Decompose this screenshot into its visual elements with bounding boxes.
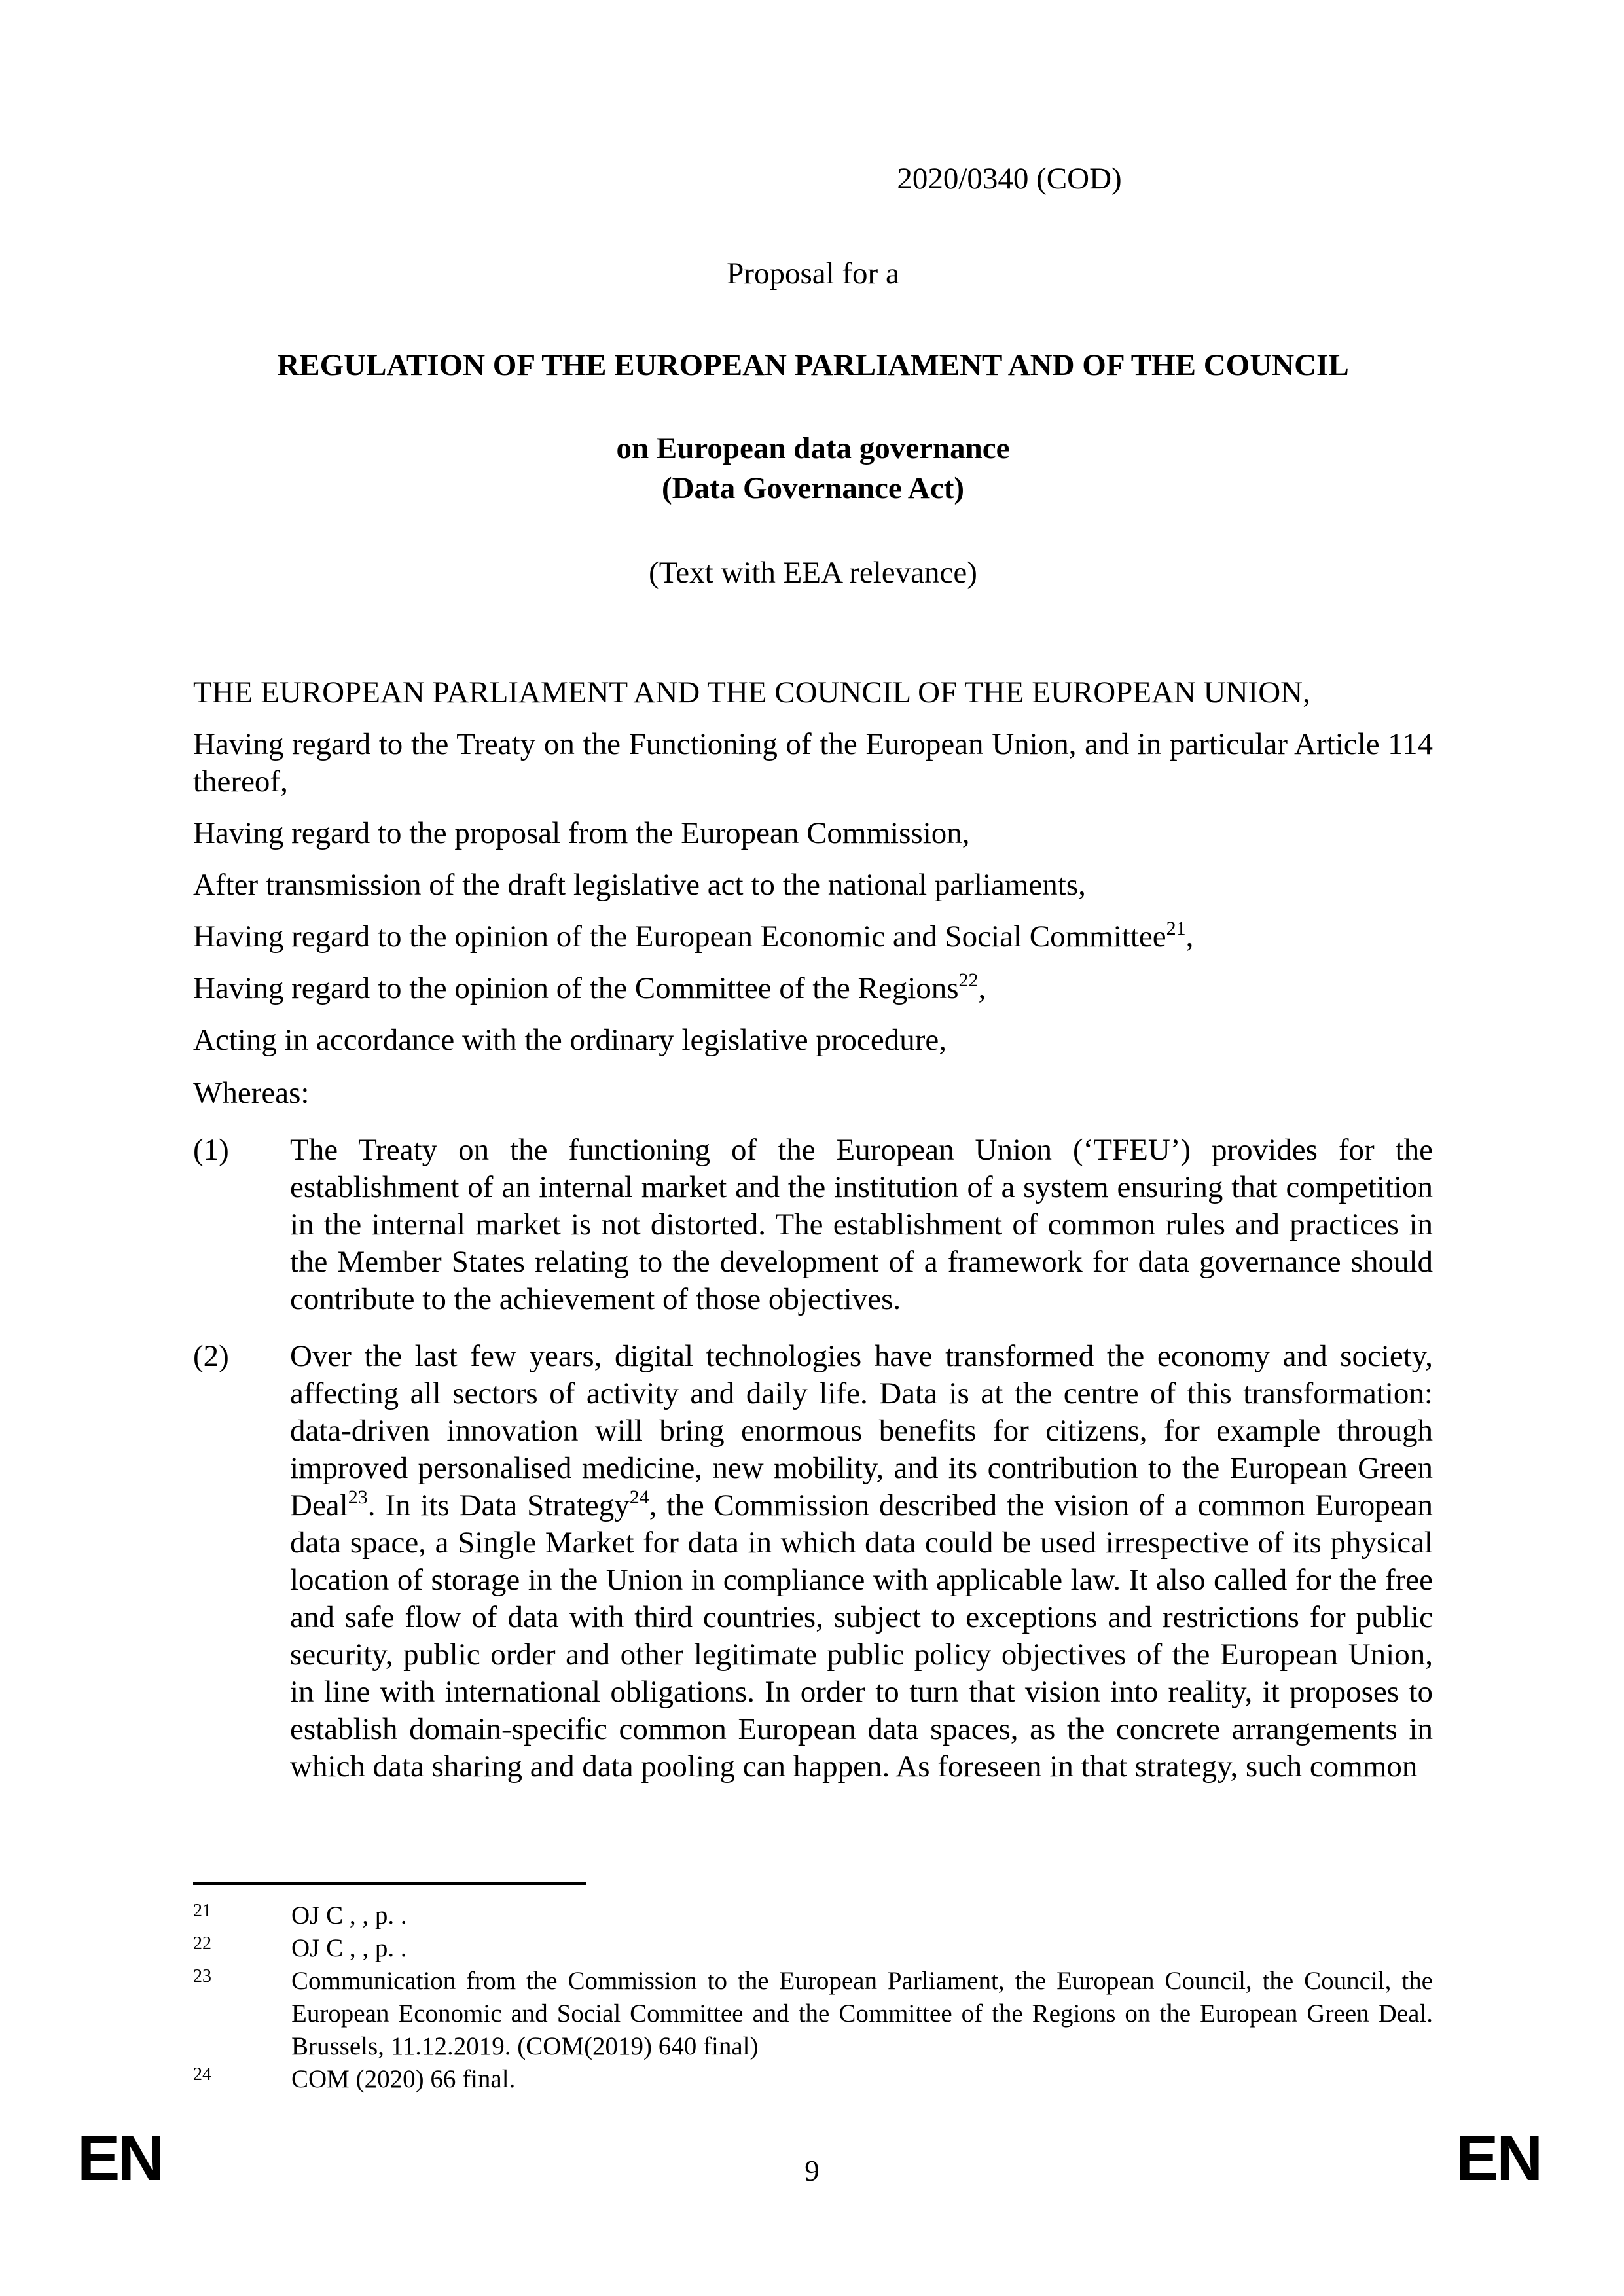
recital-2-number: (2) — [193, 1339, 229, 1373]
footnote-section — [193, 1882, 1433, 2096]
eea-relevance-note: (Text with EEA relevance) — [649, 556, 977, 590]
subtitle-line-1: on European data governance — [616, 431, 1010, 465]
citation-proposal: Having regard to the proposal from the European Commission, — [193, 816, 970, 850]
footnote-21-text: OJ C , , p. . — [291, 1901, 407, 1929]
citation-committee-text: Having regard to the opinion of the European Economic and Social Committee — [193, 920, 1166, 954]
recital-1-number: (1) — [193, 1133, 229, 1167]
footnote-24-number: 24 — [193, 2064, 211, 2085]
footnote-21-number: 21 — [193, 1901, 211, 1921]
recital-2 — [193, 1338, 1433, 1785]
footnote-separator-line — [193, 1882, 586, 1885]
footer-language-left: EN — [77, 2122, 163, 2194]
citation-regions-after: , — [978, 971, 986, 1005]
procedure-reference: 2020/0340 (COD) — [897, 162, 1122, 196]
footnote-21 — [193, 1899, 1433, 1932]
footnote-22-number: 22 — [193, 1933, 211, 1954]
footnote-ref-22: 22 — [958, 969, 979, 991]
footnote-22 — [193, 1932, 1433, 1965]
preamble-opening: THE EUROPEAN PARLIAMENT AND THE COUNCIL OF THE EUROPEAN UNION, — [193, 675, 1310, 709]
recital-2-seg2: . In its Data Strategy — [367, 1488, 630, 1522]
recital-2-text — [290, 1338, 1433, 1785]
footnote-24-text: COM (2020) 66 final. — [291, 2065, 516, 2093]
footnote-23-number: 23 — [193, 1966, 211, 1986]
footnote-ref-23: 23 — [348, 1486, 368, 1508]
document-subtitle — [193, 429, 1433, 509]
citation-transmission: After transmission of the draft legislative act to the national parliaments, — [193, 868, 1086, 902]
footnote-ref-24: 24 — [629, 1486, 649, 1508]
subtitle-line-2: (Data Governance Act) — [661, 471, 965, 505]
footnote-23-text: Communication from the Commission to the European Parliament, the European Council, the Council, the European Economic and Social Committee and the Committee of the Regions on the European Green Deal. Brussels, 11.12.2019. (COM(2019) 640 final) — [291, 1967, 1433, 2060]
recital-2-seg1: Over the last few years, digital technologies have transformed the economy and society, affecting all sectors of activity and daily life. Data is at the centre of this transformation: data-driven innovation will bring enormous benefits for citizens, for example through improved personalised medicine, new mobility, and its contribution to the European Green Deal — [290, 1339, 1433, 1522]
document-title: REGULATION OF THE EUROPEAN PARLIAMENT AND OF THE COUNCIL — [277, 348, 1349, 382]
citation-committee — [193, 918, 1433, 956]
citation-regions — [193, 970, 1433, 1007]
whereas-label: Whereas: — [193, 1076, 310, 1110]
citation-regions-text: Having regard to the opinion of the Committee of the Regions — [193, 971, 959, 1005]
citation-treaty: Having regard to the Treaty on the Functioning of the European Union, and in particular Article 114 thereof, — [193, 727, 1433, 798]
citation-procedure: Acting in accordance with the ordinary legislative procedure, — [193, 1023, 947, 1057]
recital-1-text: The Treaty on the functioning of the European Union (‘TFEU’) provides for the establishment of an internal market and the institution of a system ensuring that competition in the internal market is not distorted. The establishment of common rules and practices in the Member States relating to the development of a framework for data governance should contribute to the achievement of those objectives. — [290, 1133, 1433, 1316]
recital-2-seg3: , the Commission described the vision of a common European data space, a Single Market for data in which data could be used irrespective of its physical location of storage in the Union in compliance with applicable law. It also called for the free and safe flow of data with third countries, subject to exceptions and restrictions for public security, public order and other legitimate public policy objectives of the European Union, in line with international obligations. In order to turn that vision into reality, it proposes to establish domain-specific common European data spaces, as the concrete arrangements in which data sharing and data pooling can happen. As foreseen in that strategy, such common — [290, 1488, 1433, 1784]
footnote-23 — [193, 1965, 1433, 2063]
page-number: 9 — [804, 2155, 820, 2187]
recital-1 — [193, 1132, 1433, 1318]
footnote-22-text: OJ C , , p. . — [291, 1934, 407, 1962]
proposal-intro: Proposal for a — [727, 257, 899, 291]
citation-committee-after: , — [1185, 920, 1194, 954]
footer-language-right: EN — [1456, 2122, 1542, 2194]
footnote-ref-21: 21 — [1166, 918, 1186, 939]
footnote-24 — [193, 2063, 1433, 2096]
